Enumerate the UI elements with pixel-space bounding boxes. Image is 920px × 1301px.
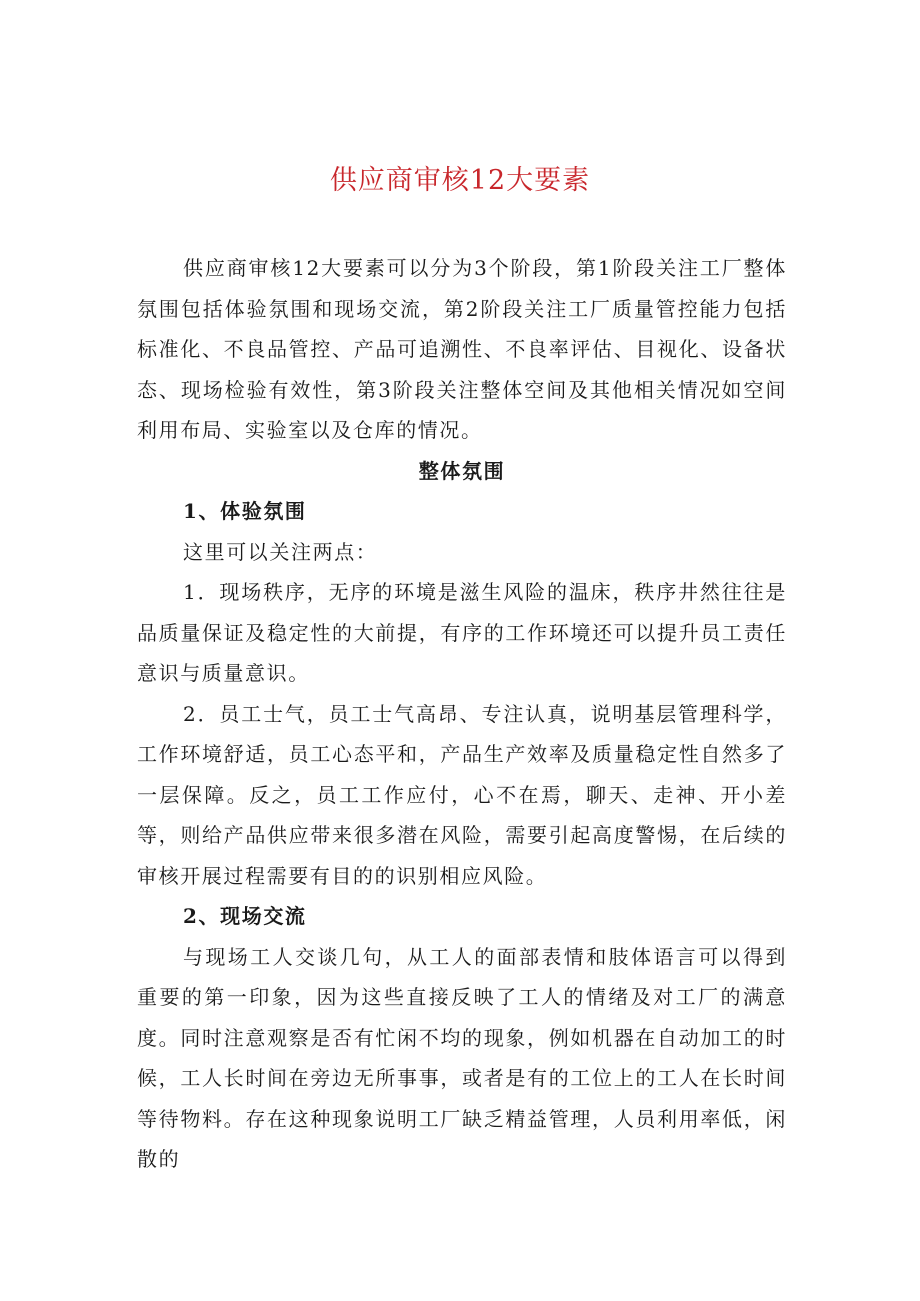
document-body	[137, 248, 787, 1180]
point-1-paragraph: 1．现场秩序，无序的环境是滋生风险的温床，秩序井然往往是品质量保证及稳定性的大前提，有序的工作环境还可以提升员工责任意识与质量意识。	[137, 580, 787, 685]
section-heading: 整体氛围	[418, 458, 506, 483]
point-2-paragraph: 2．员工士气，员工士气高昂、专注认真，说明基层管理科学，工作环境舒适，员工心态平和，产品生产效率及质量稳定性自然多了一层保障。反之，员工工作应付，心不在焉，聊天、走神、开小差等，则给产品供应带来很多潜在风险，需要引起高度警惕，在后续的审核开展过程需要有目的的识别相应风险。	[137, 701, 787, 888]
subsection-heading-2: 2、现场交流	[183, 904, 307, 928]
intro-paragraph: 供应商审核12大要素可以分为3个阶段，第1阶段关注工厂整体氛围包括体验氛围和现场交流，第2阶段关注工厂质量管控能力包括标准化、不良品管控、产品可追溯性、不良率评估、目视化、设备状态、现场检验有效性，第3阶段关注整体空间及其他相关情况如空间利用布局、实验室以及仓库的情况。	[137, 256, 787, 442]
subsection-heading-1: 1、体验氛围	[183, 499, 307, 523]
document-title: 供应商审核12大要素	[329, 165, 591, 196]
subsection-2-paragraph: 与现场工人交谈几句，从工人的面部表情和肢体语言可以得到重要的第一印象，因为这些直接反映了工人的情绪及对工厂的满意度。同时注意观察是否有忙闲不均的现象，例如机器在自动加工的时候，工人长时间在旁边无所事事，或者是有的工位上的工人在长时间等待物料。存在这种现象说明工厂缺乏精益管理，人员利用率低，闲散的	[137, 944, 787, 1171]
subsection-lead: 这里可以关注两点：	[183, 539, 378, 564]
